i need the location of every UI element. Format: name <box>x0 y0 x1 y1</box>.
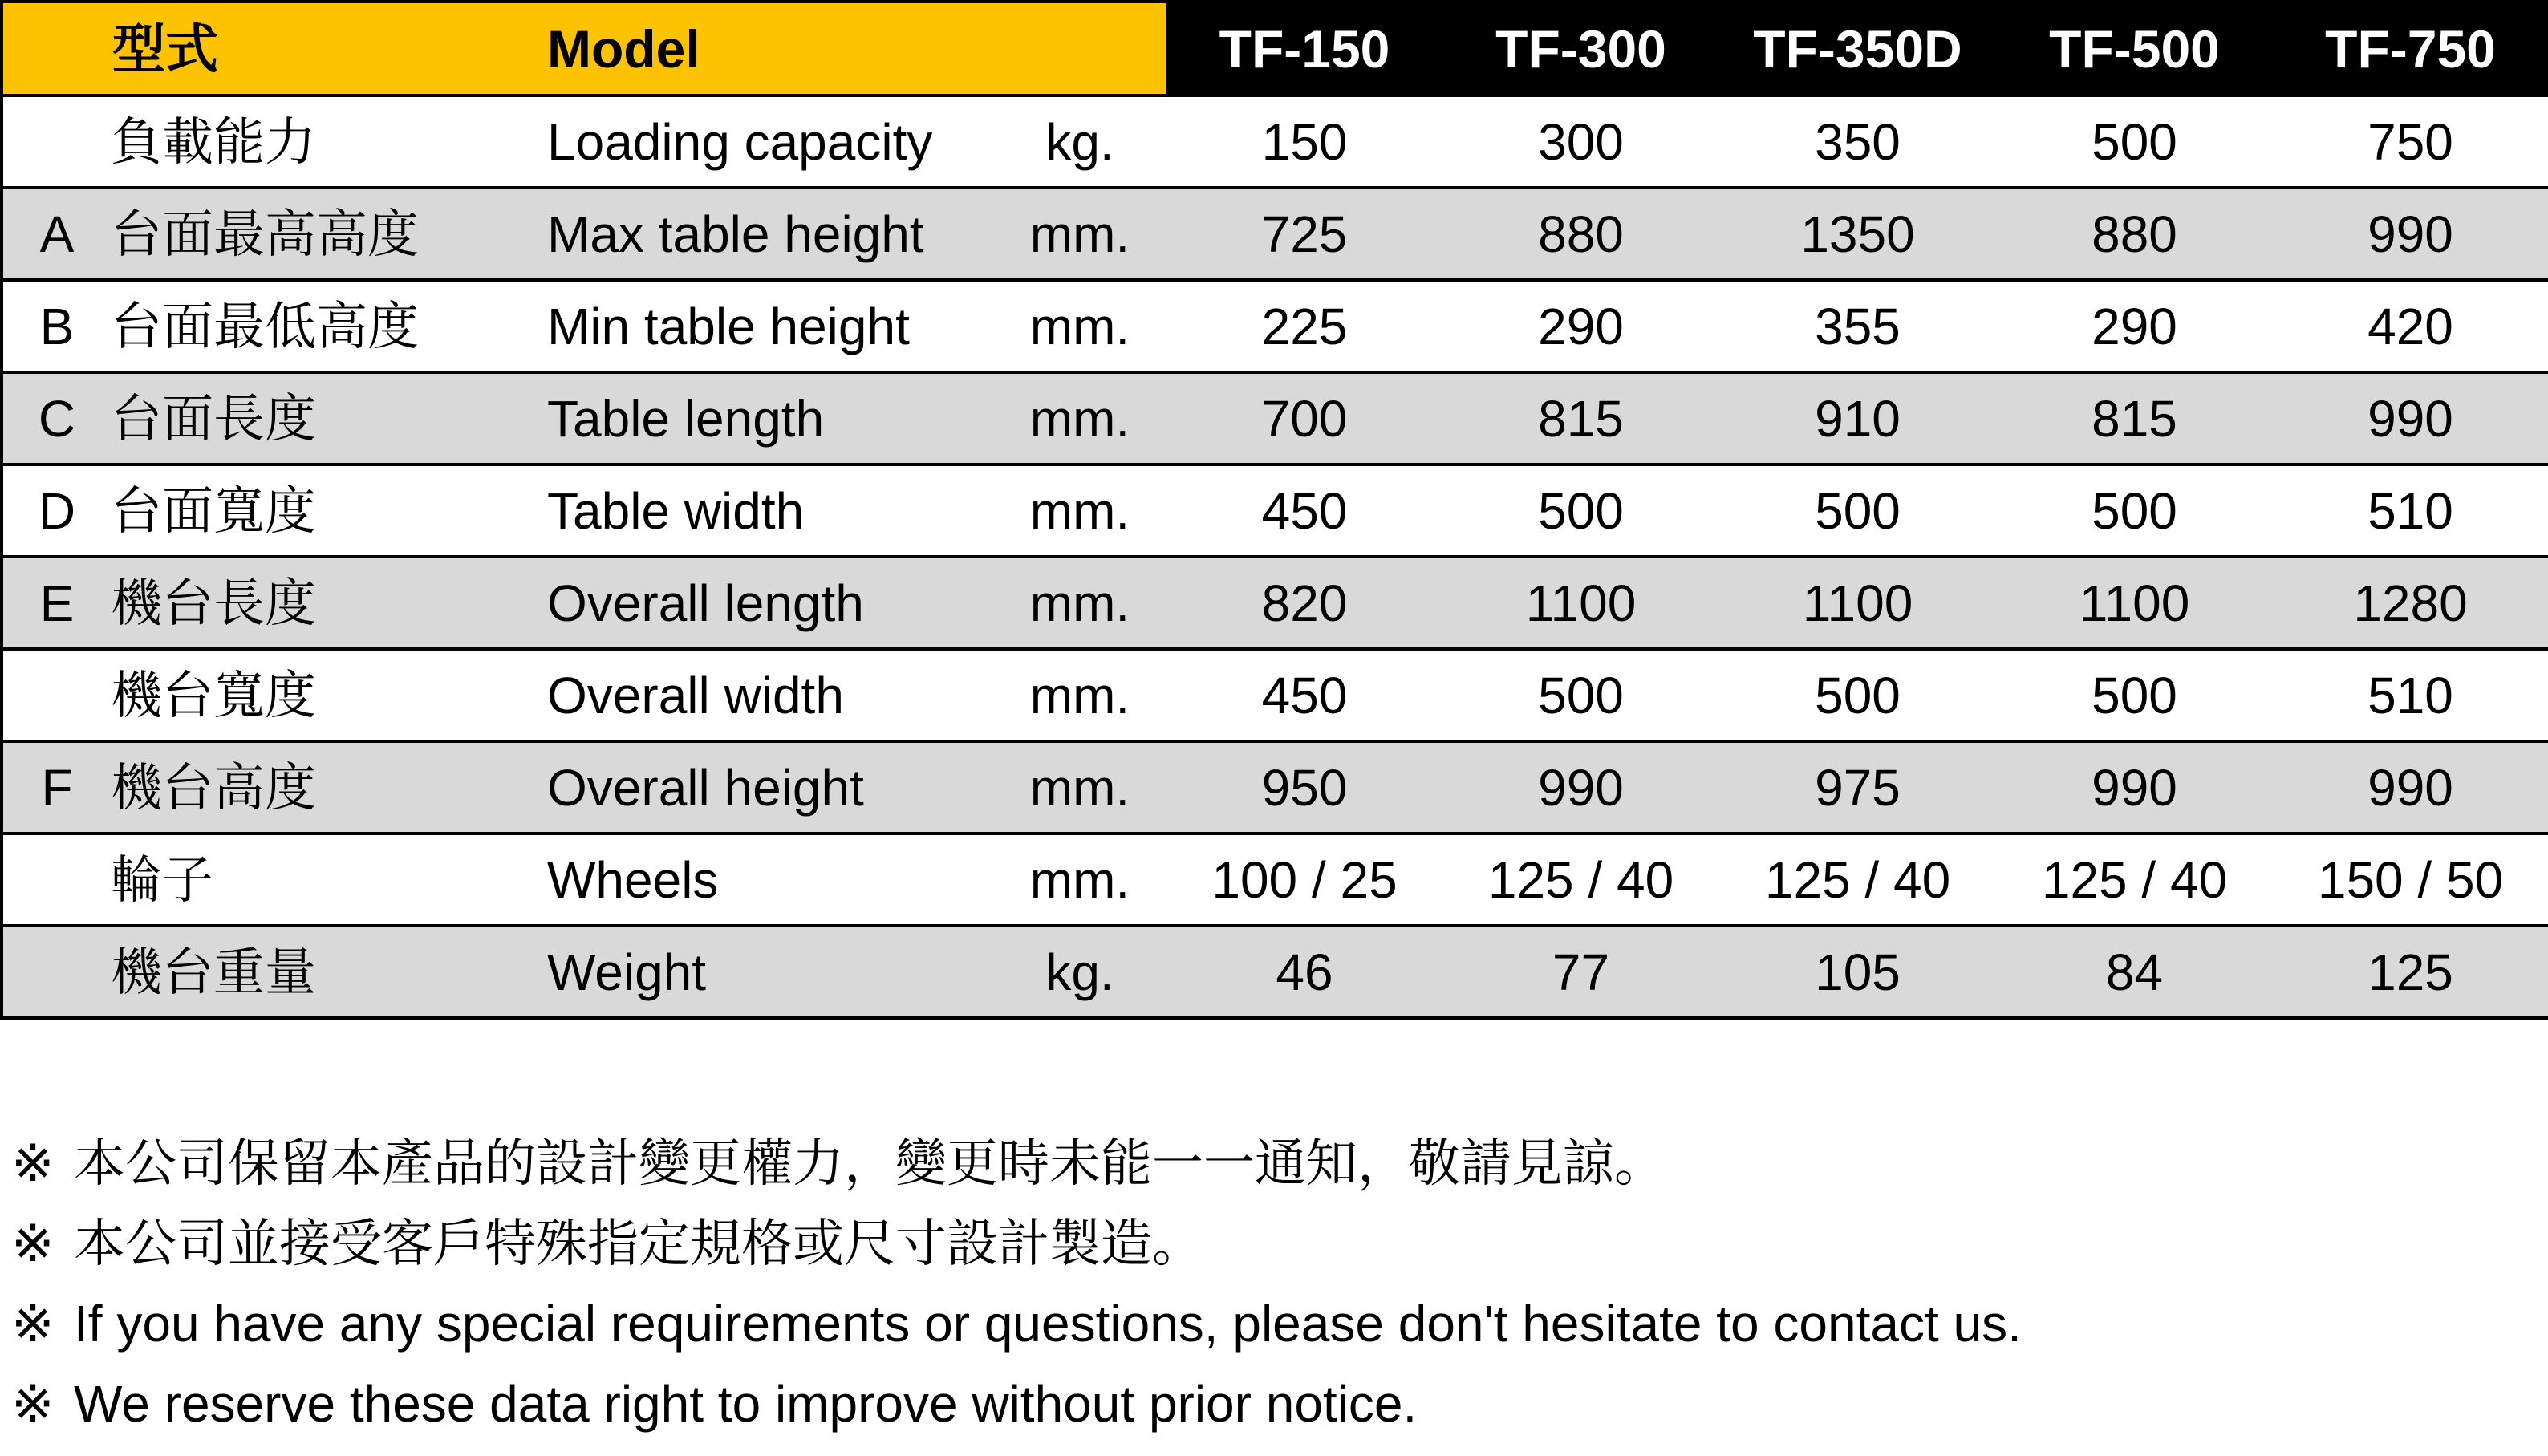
value-cell: 950 <box>1166 741 1442 833</box>
row-label-en: Weight <box>528 926 993 1018</box>
row-unit: kg. <box>993 926 1166 1018</box>
notes-section <box>11 1123 2538 1444</box>
row-label-zh: 台面最高高度 <box>111 188 528 280</box>
note-reserve-rights <box>11 1364 2538 1444</box>
value-cell: 225 <box>1166 280 1442 372</box>
value-cell: 500 <box>1442 649 1719 741</box>
value-cell: 125 / 40 <box>1442 833 1719 926</box>
row-label-zh: 台面寬度 <box>111 464 528 557</box>
value-cell: 815 <box>1442 372 1719 464</box>
value-cell: 100 / 25 <box>1166 833 1442 926</box>
row-unit: mm. <box>993 188 1166 280</box>
row-unit: mm. <box>993 280 1166 372</box>
row-letter <box>2 649 111 741</box>
spec-row-overall-width <box>2 649 2548 741</box>
row-unit: mm. <box>993 833 1166 926</box>
row-letter: A <box>2 188 111 280</box>
row-letter <box>2 833 111 926</box>
value-cell: 1350 <box>1719 188 1996 280</box>
reference-mark-icon: ※ <box>11 1375 55 1433</box>
header-model-tf150: TF-150 <box>1166 2 1442 95</box>
row-label-zh: 負載能力 <box>111 95 528 188</box>
value-cell: 990 <box>2273 372 2548 464</box>
value-cell: 450 <box>1166 464 1442 557</box>
value-cell: 510 <box>2273 649 2548 741</box>
spec-row-overall-length <box>2 557 2548 649</box>
row-label-zh: 機台寬度 <box>111 649 528 741</box>
header-model-zh: 型式 <box>2 2 528 95</box>
row-unit: mm. <box>993 464 1166 557</box>
row-unit: kg. <box>993 95 1166 188</box>
value-cell: 500 <box>1996 95 2273 188</box>
spec-row-table-width <box>2 464 2548 557</box>
value-cell: 815 <box>1996 372 2273 464</box>
row-letter <box>2 926 111 1018</box>
spec-row-overall-height <box>2 741 2548 833</box>
value-cell: 355 <box>1719 280 1996 372</box>
row-label-en: Table width <box>528 464 993 557</box>
note-text: 本公司並接受客戶特殊指定規格或尺寸設計製造。 <box>74 1215 1203 1272</box>
note-text: If you have any special requirements or questions, please don't hesitate to contact us. <box>74 1295 2022 1353</box>
row-label-en: Loading capacity <box>528 95 993 188</box>
header-model-tf350d: TF-350D <box>1719 2 1996 95</box>
row-letter: C <box>2 372 111 464</box>
header-model-tf500: TF-500 <box>1996 2 2273 95</box>
spec-row-table-length <box>2 372 2548 464</box>
header-model-tf300: TF-300 <box>1442 2 1719 95</box>
header-model-tf750: TF-750 <box>2273 2 2548 95</box>
note-contact-us <box>11 1284 2538 1364</box>
row-label-en: Overall height <box>528 741 993 833</box>
value-cell: 1100 <box>1719 557 1996 649</box>
value-cell: 150 / 50 <box>2273 833 2548 926</box>
value-cell: 300 <box>1442 95 1719 188</box>
value-cell: 910 <box>1719 372 1996 464</box>
spec-row-min-table-height <box>2 280 2548 372</box>
value-cell: 975 <box>1719 741 1996 833</box>
spec-row-max-table-height <box>2 188 2548 280</box>
value-cell: 105 <box>1719 926 1996 1018</box>
row-label-zh: 機台重量 <box>111 926 528 1018</box>
row-label-zh: 輪子 <box>111 833 528 926</box>
value-cell: 84 <box>1996 926 2273 1018</box>
spec-row-weight <box>2 926 2548 1018</box>
row-label-zh: 機台長度 <box>111 557 528 649</box>
row-label-zh: 台面長度 <box>111 372 528 464</box>
value-cell: 350 <box>1719 95 1996 188</box>
header-row <box>2 2 2548 95</box>
value-cell: 820 <box>1166 557 1442 649</box>
reference-mark-icon: ※ <box>11 1215 55 1272</box>
value-cell: 990 <box>2273 188 2548 280</box>
value-cell: 750 <box>2273 95 2548 188</box>
value-cell: 500 <box>1996 649 2273 741</box>
value-cell: 500 <box>1719 649 1996 741</box>
value-cell: 700 <box>1166 372 1442 464</box>
value-cell: 290 <box>1442 280 1719 372</box>
row-label-zh: 機台高度 <box>111 741 528 833</box>
value-cell: 450 <box>1166 649 1442 741</box>
value-cell: 510 <box>2273 464 2548 557</box>
value-cell: 420 <box>2273 280 2548 372</box>
reference-mark-icon: ※ <box>11 1295 55 1353</box>
value-cell: 990 <box>1442 741 1719 833</box>
row-unit: mm. <box>993 649 1166 741</box>
value-cell: 125 / 40 <box>1719 833 1996 926</box>
value-cell: 125 / 40 <box>1996 833 2273 926</box>
header-model-en: Model <box>528 2 1166 95</box>
value-cell: 500 <box>1442 464 1719 557</box>
row-label-en: Overall length <box>528 557 993 649</box>
row-label-en: Wheels <box>528 833 993 926</box>
row-unit: mm. <box>993 557 1166 649</box>
value-cell: 725 <box>1166 188 1442 280</box>
value-cell: 1100 <box>1442 557 1719 649</box>
row-label-en: Table length <box>528 372 993 464</box>
value-cell: 77 <box>1442 926 1719 1018</box>
value-cell: 990 <box>2273 741 2548 833</box>
row-label-en: Overall width <box>528 649 993 741</box>
row-letter: B <box>2 280 111 372</box>
reference-mark-icon: ※ <box>11 1134 55 1192</box>
value-cell: 500 <box>1719 464 1996 557</box>
row-letter: E <box>2 557 111 649</box>
value-cell: 290 <box>1996 280 2273 372</box>
value-cell: 500 <box>1996 464 2273 557</box>
value-cell: 125 <box>2273 926 2548 1018</box>
row-unit: mm. <box>993 372 1166 464</box>
value-cell: 46 <box>1166 926 1442 1018</box>
spec-row-loading-capacity <box>2 95 2548 188</box>
value-cell: 1100 <box>1996 557 2273 649</box>
value-cell: 990 <box>1996 741 2273 833</box>
row-label-en: Min table height <box>528 280 993 372</box>
value-cell: 880 <box>1996 188 2273 280</box>
note-custom-spec <box>11 1203 2538 1284</box>
row-letter: F <box>2 741 111 833</box>
spec-row-wheels <box>2 833 2548 926</box>
note-text: 本公司保留本產品的設計變更權力，變更時未能一一通知，敬請見諒。 <box>74 1134 1666 1192</box>
row-unit: mm. <box>993 741 1166 833</box>
value-cell: 150 <box>1166 95 1442 188</box>
value-cell: 880 <box>1442 188 1719 280</box>
value-cell: 1280 <box>2273 557 2548 649</box>
row-label-zh: 台面最低高度 <box>111 280 528 372</box>
row-letter <box>2 95 111 188</box>
note-design-change <box>11 1123 2538 1203</box>
note-text: We reserve these data right to improve without prior notice. <box>74 1375 1418 1433</box>
row-letter: D <box>2 464 111 557</box>
row-label-en: Max table height <box>528 188 993 280</box>
